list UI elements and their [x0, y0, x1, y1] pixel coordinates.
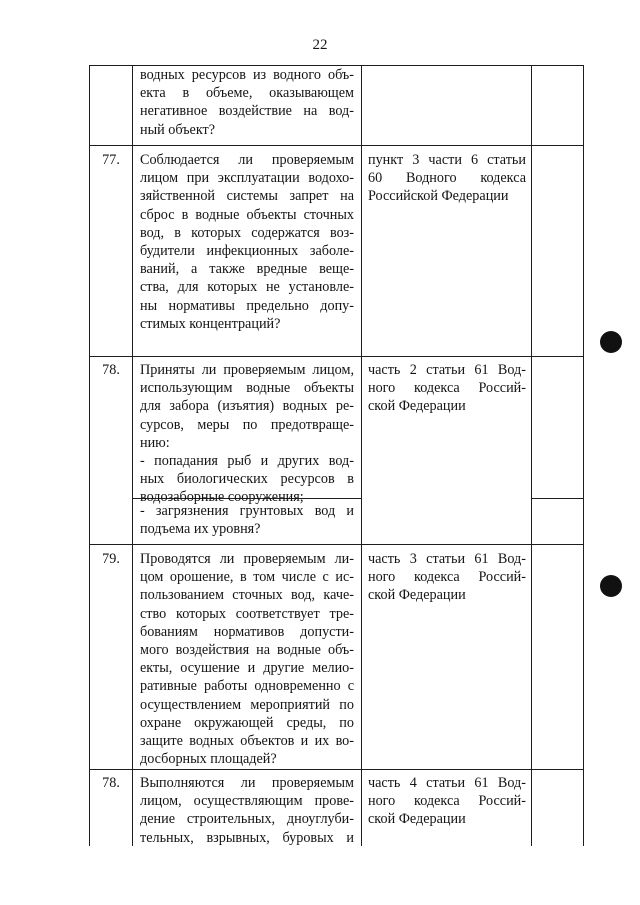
- question-line: Проводятся ли проверяемым ли-: [140, 551, 354, 567]
- question-line: ны нормативы предельно допу-: [140, 297, 354, 314]
- legal-reference-cell: [368, 361, 526, 416]
- reference-line: ской Федерации: [368, 398, 466, 415]
- question-line: - попадания рыб и других вод-: [140, 453, 354, 470]
- question-line: ный объект?: [140, 121, 216, 138]
- question-line: вод, в которых содержатся воз-: [140, 224, 354, 241]
- question-line: защите водных объектов и их во-: [140, 733, 354, 750]
- table-border-col3: [531, 65, 532, 846]
- reference-line: пункт 3 части 6 статьи: [368, 152, 526, 168]
- reference-line: ного кодекса Россий-: [368, 793, 526, 810]
- reference-line: часть 2 статьи 61 Вод-: [368, 362, 526, 378]
- page-number: 22: [312, 37, 328, 53]
- legal-reference-cell: [368, 774, 526, 829]
- question-line: охране окружающей среды, по: [140, 714, 354, 731]
- question-line: лицом, осуществляющим прове-: [140, 793, 354, 810]
- question-line: будители инфекционных заболе-: [140, 243, 354, 260]
- question-line: ваний, а также вредные веще-: [140, 261, 354, 278]
- table-border-col1: [132, 65, 133, 846]
- question-line: использующим водные объекты: [140, 380, 354, 397]
- question-line: екты, осушение и другие мелио-: [140, 660, 354, 677]
- question-line: Выполняются ли проверяемым: [140, 775, 354, 791]
- question-cell: [140, 550, 354, 768]
- question-line: ративные работы одновременно с: [140, 678, 354, 695]
- reference-line: 60 Водного кодекса: [368, 170, 526, 187]
- row-number: 78.: [102, 362, 120, 378]
- punch-hole-mark: [600, 575, 622, 597]
- question-line: дение строительных, дноуглуби-: [140, 811, 354, 828]
- question-cell: [140, 361, 354, 507]
- question-line: для забора (изъятия) водных ре-: [140, 398, 354, 415]
- question-line: цом орошение, в том числе с ис-: [140, 569, 354, 586]
- table-border-right: [583, 65, 584, 846]
- question-line: подъема их уровня?: [140, 521, 261, 538]
- row-divider: [89, 145, 584, 146]
- question-line: тельных, взрывных, буровых и: [140, 829, 354, 846]
- reference-line: ного кодекса Россий-: [368, 569, 526, 586]
- sub-question-cell: [140, 502, 354, 538]
- sub-row-divider: [531, 498, 584, 499]
- question-line: бованиям нормативов допусти-: [140, 623, 354, 640]
- question-line: екта в объеме, оказывающем: [140, 85, 354, 102]
- legal-reference-cell: [368, 151, 526, 206]
- question-line: - загрязнения грунтовых вод и: [140, 503, 354, 519]
- question-line: Приняты ли проверяемым лицом,: [140, 362, 354, 378]
- question-cell: [140, 66, 354, 139]
- reference-line: часть 3 статьи 61 Вод-: [368, 551, 526, 567]
- row-number: 78.: [102, 775, 120, 791]
- question-line: сброс в водные объекты сточных: [140, 206, 354, 223]
- reference-line: часть 4 статьи 61 Вод-: [368, 775, 526, 791]
- question-line: зяйственной системы запрет на: [140, 188, 354, 205]
- row-divider: [89, 769, 584, 770]
- question-cell: [140, 774, 354, 847]
- question-line: водозаборные сооружения;: [140, 489, 304, 506]
- question-line: осуществлением мероприятий по: [140, 696, 354, 713]
- question-line: ных биологических ресурсов в: [140, 471, 354, 488]
- question-line: водных ресурсов из водного объ-: [140, 67, 354, 83]
- table-border-col2: [361, 65, 362, 846]
- legal-reference-cell: [368, 550, 526, 605]
- question-line: мого воздействия на водные объ-: [140, 642, 354, 659]
- question-line: ство которых соответствует тре-: [140, 605, 354, 622]
- reference-line: ного кодекса Россий-: [368, 380, 526, 397]
- question-line: негативное воздействие на вод-: [140, 103, 354, 120]
- row-number: 77.: [102, 152, 120, 168]
- question-line: сурсов, меры по предотвраще-: [140, 416, 354, 433]
- table-border-left: [89, 65, 90, 846]
- reference-line: ской Федерации: [368, 587, 466, 604]
- question-cell: [140, 151, 354, 333]
- row-divider: [89, 544, 584, 545]
- question-line: досборных площадей?: [140, 751, 277, 768]
- reference-line: ской Федерации: [368, 811, 466, 828]
- question-line: ства, для которых не установле-: [140, 279, 354, 296]
- question-line: пользованием сточных вод, каче-: [140, 587, 354, 604]
- reference-line: Российской Федерации: [368, 188, 509, 205]
- question-line: стимых концентраций?: [140, 315, 281, 332]
- question-line: Соблюдается ли проверяемым: [140, 152, 354, 168]
- punch-hole-mark: [600, 331, 622, 353]
- row-divider: [89, 356, 584, 357]
- row-number: 79.: [102, 551, 120, 567]
- question-line: лицом при эксплуатации водохо-: [140, 170, 354, 187]
- question-line: нию:: [140, 434, 170, 451]
